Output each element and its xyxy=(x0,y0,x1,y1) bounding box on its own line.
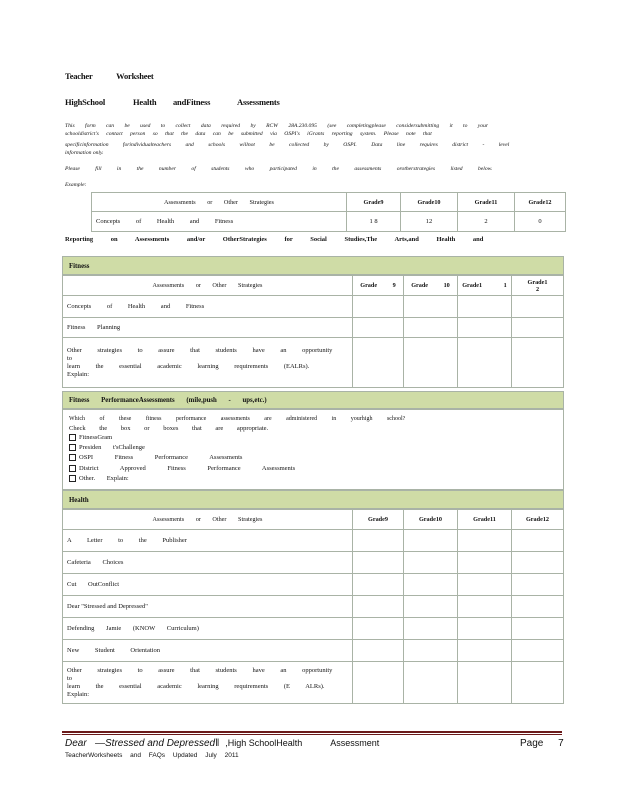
example-table xyxy=(91,192,566,232)
input-cell[interactable] xyxy=(353,318,404,338)
checkbox-label: Other. Explain: xyxy=(79,475,129,482)
intro-line: specificinformation forindividualteachers and schools willnot be collected by OSPI. Data line requires district - level xyxy=(65,142,510,148)
grade-header: Grade9 xyxy=(347,193,401,212)
page-number: Page 7 xyxy=(520,738,564,749)
checkbox-label: District Approved Fitness Performance Assessments xyxy=(79,465,296,472)
checkbox-option[interactable] xyxy=(69,475,129,482)
other-strategies-line: Other strategies to assure that students have an opportunity to xyxy=(67,666,333,682)
input-cell[interactable] xyxy=(458,596,512,618)
footer-updated: TeacherWorksheets and FAQs Updated July 2011 xyxy=(65,752,239,759)
grade-header: Grade1 1 xyxy=(458,276,512,296)
table-row-label: Defending Jamie (KNOW Curriculum) xyxy=(63,618,353,640)
input-cell[interactable] xyxy=(404,640,458,662)
table-row-label: Cafeteria Choices xyxy=(63,552,353,574)
grade-header: Grade1 2 xyxy=(512,276,564,296)
performance-section-header: Fitness PerformanceAssessments (mile,push - ups,etc.) xyxy=(62,391,564,409)
footer-title-part: Assessment xyxy=(330,738,380,748)
column-header: Assessments or Other Strategies xyxy=(92,193,347,212)
input-cell[interactable] xyxy=(404,596,458,618)
table-row-label: Cut OutConflict xyxy=(63,574,353,596)
input-cell[interactable] xyxy=(404,338,458,388)
input-cell[interactable] xyxy=(404,552,458,574)
intro-line: This form can be used to collect data required by RCW 28A.230.095 (see completingplease considersubmitting it to your xyxy=(65,123,489,129)
subtitle-part: Assessments xyxy=(237,97,280,107)
table-row-label: Fitness Planning xyxy=(63,318,353,338)
input-cell[interactable] xyxy=(512,318,564,338)
health-section-header: Health xyxy=(62,490,564,509)
input-cell[interactable] xyxy=(353,574,404,596)
input-cell[interactable] xyxy=(458,552,512,574)
input-cell[interactable] xyxy=(458,662,512,704)
grade-header: Grade12 xyxy=(512,510,564,530)
intro-line: schooldistrict's contact person so that the data can be submitted via OSPI's iGrants reporting system. Please note that xyxy=(65,131,432,137)
other-strategies-cell xyxy=(63,662,353,704)
subtitle-part: Health xyxy=(133,97,157,107)
footer-rule xyxy=(62,734,562,735)
input-cell[interactable] xyxy=(404,318,458,338)
input-cell[interactable] xyxy=(353,530,404,552)
checkbox-label: Presiden t'sChallenge xyxy=(79,444,145,451)
grade-header: Grade10 xyxy=(404,510,458,530)
grade-header: Grade10 xyxy=(401,193,458,212)
input-cell[interactable] xyxy=(353,640,404,662)
input-cell[interactable] xyxy=(512,574,564,596)
input-cell[interactable] xyxy=(353,338,404,388)
explain-label: Explain: xyxy=(67,370,90,378)
document-subtitle xyxy=(65,97,280,107)
column-header: Assessments or Other Strategies xyxy=(63,510,353,530)
input-cell[interactable] xyxy=(404,574,458,596)
subtitle-part: andFitness xyxy=(173,97,211,107)
grade-header: Grade 9 xyxy=(353,276,404,296)
input-cell[interactable] xyxy=(512,552,564,574)
table-cell: 0 xyxy=(515,212,566,232)
other-strategies-line: learn the essential academic learning requirements (EALRs). xyxy=(67,362,310,370)
column-header: Assessments or Other Strategies xyxy=(63,276,353,296)
input-cell[interactable] xyxy=(353,662,404,704)
grade-header: Grade11 xyxy=(458,193,515,212)
checkbox-label: FitnessGram xyxy=(79,434,113,441)
input-cell[interactable] xyxy=(512,530,564,552)
input-cell[interactable] xyxy=(353,296,404,318)
footer-title xyxy=(65,738,379,749)
performance-question: Which of these fitness performance assessments are administered in yourhigh school? xyxy=(69,416,406,422)
performance-instruction: Check the box or boxes that are appropriate. xyxy=(69,425,269,432)
input-cell[interactable] xyxy=(512,596,564,618)
input-cell[interactable] xyxy=(404,662,458,704)
table-row-label: Concepts of Health and Fitness xyxy=(92,212,347,232)
footer-title-part: Dear xyxy=(65,738,87,749)
checkbox-label: OSPI Fitness Performance Assessments xyxy=(79,454,243,461)
grade-header: Grade9 xyxy=(353,510,404,530)
intro-line: information only. xyxy=(65,150,104,156)
checkbox[interactable] xyxy=(69,434,76,441)
input-cell[interactable] xyxy=(404,530,458,552)
other-strategies-line: learn the essential academic learning requirements (E ALRs). xyxy=(67,682,325,690)
table-row-label: Dear "Stressed and Depressed" xyxy=(63,596,353,618)
input-cell[interactable] xyxy=(353,596,404,618)
input-cell[interactable] xyxy=(404,618,458,640)
table-cell: 12 xyxy=(401,212,458,232)
input-cell[interactable] xyxy=(353,618,404,640)
table-cell: 1 8 xyxy=(347,212,401,232)
document-title: Teacher Worksheet xyxy=(65,71,154,81)
checkbox-option[interactable] xyxy=(69,465,295,472)
input-cell[interactable] xyxy=(512,618,564,640)
input-cell[interactable] xyxy=(458,530,512,552)
input-cell[interactable] xyxy=(512,640,564,662)
checkbox[interactable] xyxy=(69,475,76,482)
input-cell[interactable] xyxy=(458,574,512,596)
input-cell[interactable] xyxy=(458,296,512,318)
other-strategies-cell xyxy=(63,338,353,388)
input-cell[interactable] xyxy=(458,338,512,388)
intro-line: Please fill in the number of students who participated in the assessments orotherstrategies listed below. xyxy=(65,166,493,172)
input-cell[interactable] xyxy=(353,552,404,574)
checkbox-option[interactable] xyxy=(69,454,242,461)
grade-header: Grade 10 xyxy=(404,276,458,296)
checkbox[interactable] xyxy=(69,465,76,472)
table-row-label: New Student Orientation xyxy=(63,640,353,662)
input-cell[interactable] xyxy=(512,296,564,318)
input-cell[interactable] xyxy=(512,662,564,704)
fitness-table xyxy=(62,275,564,388)
input-cell[interactable] xyxy=(512,338,564,388)
footer-title-part: —Stressed and Depressed‖ xyxy=(95,738,220,749)
footer-rule xyxy=(62,731,562,733)
explain-label: Explain: xyxy=(67,690,90,698)
grade-header: Grade11 xyxy=(458,510,512,530)
input-cell[interactable] xyxy=(458,318,512,338)
health-table xyxy=(62,509,564,704)
checkbox-option[interactable] xyxy=(69,444,145,451)
checkbox-option[interactable] xyxy=(69,434,112,441)
example-label: Example: xyxy=(65,182,87,188)
input-cell[interactable] xyxy=(458,618,512,640)
table-row-label: Concepts of Health and Fitness xyxy=(63,296,353,318)
checkbox[interactable] xyxy=(69,444,76,451)
input-cell[interactable] xyxy=(458,640,512,662)
other-strategies-line: Other strategies to assure that students have an opportunity to xyxy=(67,346,333,362)
reporting-heading: Reporting on Assessments and/or OtherStrategies for Social Studies,The Arts,and Health and xyxy=(65,236,484,243)
input-cell[interactable] xyxy=(404,296,458,318)
grade-header: Grade12 xyxy=(515,193,566,212)
checkbox[interactable] xyxy=(69,454,76,461)
table-cell: 2 xyxy=(458,212,515,232)
table-row-label: A Letter to the Publisher xyxy=(63,530,353,552)
subtitle-part: HighSchool xyxy=(65,97,106,107)
footer-title-part: ,High SchoolHealth xyxy=(225,738,303,748)
fitness-section-header: Fitness xyxy=(62,256,564,275)
